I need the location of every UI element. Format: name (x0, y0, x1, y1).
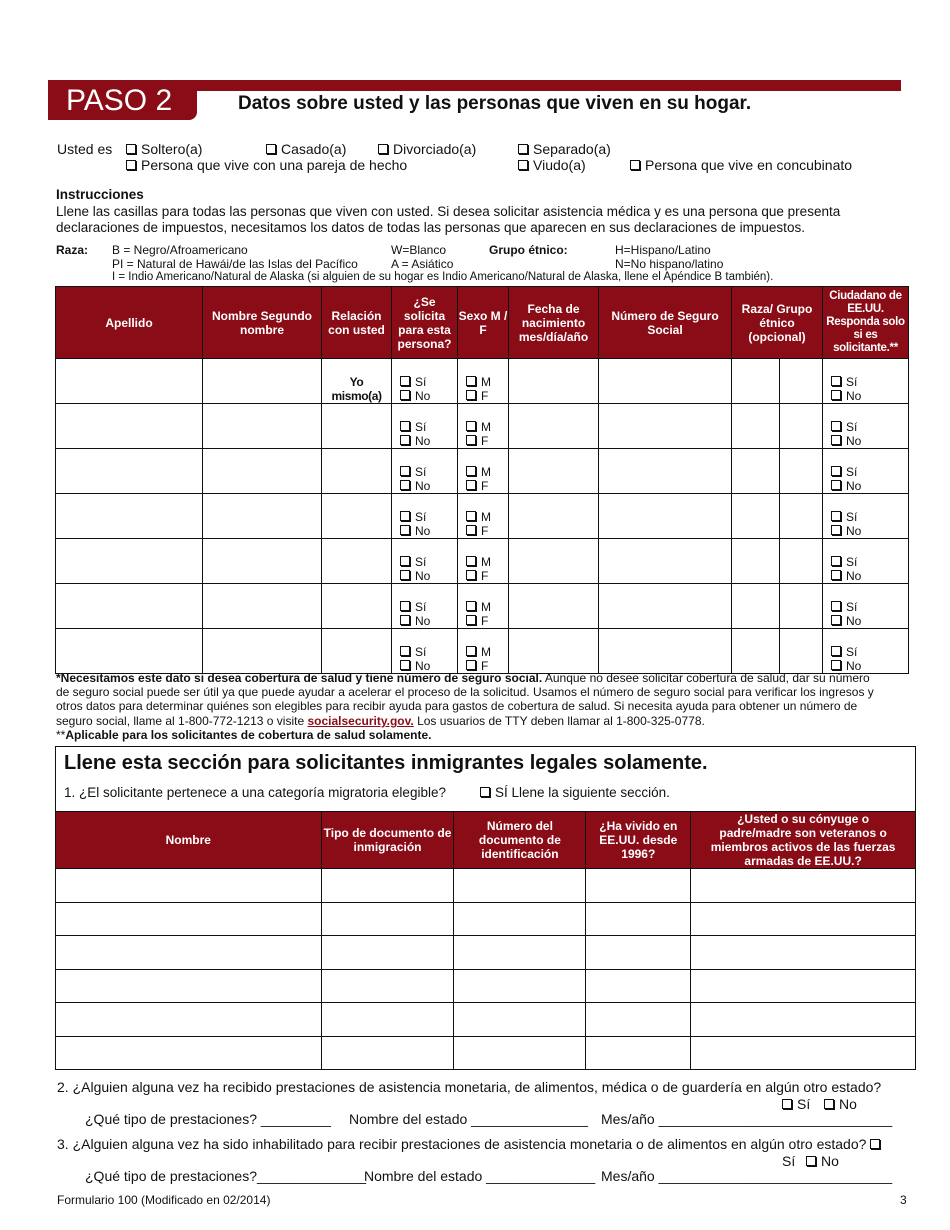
col-header: Raza/ Grupo étnico (opcional) (732, 287, 823, 359)
ssn-cell[interactable] (599, 629, 732, 674)
since-1996-cell[interactable] (586, 1036, 691, 1070)
question-3-type[interactable]: ¿Qué tipo de prestaciones?______________ (85, 1168, 366, 1184)
checkbox[interactable] (400, 646, 410, 656)
form-id: Formulario 100 (Modificado en 02/2014) (57, 1193, 271, 1207)
status-label: Usted es (57, 141, 113, 157)
sex-cell[interactable]: M F (458, 404, 509, 449)
status-option-separated[interactable]: Separado(a) (518, 141, 611, 157)
veteran-cell[interactable] (691, 969, 916, 1003)
checkbox[interactable] (400, 435, 410, 445)
col-header: Nombre Segundo nombre (203, 287, 322, 359)
dob-cell[interactable] (509, 584, 599, 629)
relation-cell[interactable] (322, 629, 392, 674)
note-line-2: de seguro social puede ser útil ya que puede ayudar a acelerar el proceso de la solicitud. Usamos el número de seguro social para verificar los ingresos y (56, 685, 874, 699)
apply-cell[interactable]: Sí No (392, 404, 458, 449)
apply-cell[interactable]: Sí No (392, 629, 458, 674)
table-row (56, 494, 909, 539)
table-row (56, 1003, 916, 1037)
question-2: 2. ¿Alguien alguna vez ha recibido prestaciones de asistencia monetaria, de alimentos, médica o de guardería en algún otro estado? (57, 1079, 882, 1095)
col-header: ¿Ha vivido en EE.UU. desde 1996? (586, 812, 691, 869)
relation-cell[interactable] (322, 359, 392, 404)
checkbox[interactable] (831, 615, 841, 625)
apply-cell[interactable]: Sí No (392, 359, 458, 404)
ssn-cell[interactable] (599, 494, 732, 539)
checkbox[interactable] (400, 421, 410, 431)
table-row (56, 869, 916, 903)
name-cell[interactable] (56, 936, 322, 970)
col-header: Número de Seguro Social (599, 287, 732, 359)
question-3-yes[interactable]: Sí (782, 1153, 796, 1169)
dob-cell[interactable] (509, 404, 599, 449)
ethnic-cell[interactable] (780, 404, 823, 449)
last-name-cell[interactable] (56, 449, 203, 494)
table-row (56, 1036, 916, 1070)
citizen-cell[interactable]: Sí No (823, 404, 909, 449)
question-3-state[interactable]: Nombre del estado ______________ (364, 1168, 596, 1184)
first-name-cell[interactable] (203, 449, 322, 494)
checkbox[interactable] (466, 480, 476, 490)
self-label: Yo mismo(a) (331, 375, 382, 403)
checkbox[interactable] (831, 480, 841, 490)
checkbox[interactable] (824, 1099, 834, 1109)
table-row (56, 629, 909, 674)
race-cell[interactable] (732, 404, 780, 449)
table-row (56, 969, 916, 1003)
doc-number-cell[interactable] (454, 1003, 586, 1037)
name-cell[interactable] (56, 969, 322, 1003)
checkbox[interactable] (266, 144, 276, 154)
name-cell[interactable] (56, 902, 322, 936)
checkbox[interactable] (831, 376, 841, 386)
col-header: ¿Se solicita para esta persona? (392, 287, 458, 359)
checkbox[interactable] (126, 144, 136, 154)
checkbox[interactable] (466, 660, 476, 670)
checkbox[interactable] (831, 646, 841, 656)
note-line-3: otros datos para determinar quiénes son elegibles para recibir ayuda para gastos de cobertura de salud. Si necesita ayuda para obtener un número de (56, 699, 858, 713)
doc-number-cell[interactable] (454, 869, 586, 903)
doc-type-cell[interactable] (321, 902, 454, 936)
since-1996-cell[interactable] (586, 869, 691, 903)
note-line-1: *Necesitamos este dato si desea cobertura de salud y tiene número de seguro social. Aunque no desee solicitar cobertura de salud, dar su número (56, 671, 870, 685)
ethnic-cell[interactable] (780, 584, 823, 629)
citizen-cell[interactable]: Sí No (823, 539, 909, 584)
checkbox[interactable] (831, 421, 841, 431)
doc-type-cell[interactable] (321, 936, 454, 970)
relation-cell[interactable] (322, 404, 392, 449)
note-line-5: **Aplicable para los solicitantes de cobertura de salud solamente. (56, 728, 432, 742)
checkbox[interactable] (400, 556, 410, 566)
citizen-cell[interactable]: Sí No (823, 359, 909, 404)
question-2-date[interactable]: Mes/año ______________________________ (601, 1111, 893, 1127)
race-w: W=Blanco (391, 243, 447, 257)
table-row (56, 584, 909, 629)
col-header: Relación con usted (322, 287, 392, 359)
checkbox[interactable] (466, 646, 476, 656)
table-row (56, 936, 916, 970)
checkbox[interactable] (466, 421, 476, 431)
checkbox[interactable] (518, 160, 528, 170)
citizen-cell[interactable]: Sí No (823, 449, 909, 494)
ssn-cell[interactable] (599, 404, 732, 449)
ethnic-cell[interactable] (780, 359, 823, 404)
name-cell[interactable] (56, 869, 322, 903)
last-name-cell[interactable] (56, 404, 203, 449)
race-i: I = Indio Americano/Natural de Alaska (si alguien de su hogar es Indio Americano/Natural de Alaska, llene el Apéndice B también). (112, 271, 774, 283)
question-2-type[interactable]: ¿Qué tipo de prestaciones? _________ (85, 1111, 331, 1127)
citizen-cell[interactable]: Sí No (823, 629, 909, 674)
sex-cell[interactable]: M F (458, 359, 509, 404)
checkbox[interactable] (400, 466, 410, 476)
last-name-cell[interactable] (56, 539, 203, 584)
immigrant-title: Llene esta sección para solicitantes inmigrantes legales solamente. (64, 752, 708, 774)
checkbox[interactable] (126, 160, 136, 170)
veteran-cell[interactable] (691, 869, 916, 903)
checkbox[interactable] (466, 556, 476, 566)
first-name-cell[interactable] (203, 539, 322, 584)
race-pi: PI = Natural de Hawái/de las Islas del Pacífico (112, 257, 358, 271)
sex-cell[interactable]: M F (458, 584, 509, 629)
first-name-cell[interactable] (203, 584, 322, 629)
page-title: Datos sobre usted y las personas que viven en su hogar. (238, 93, 752, 114)
checkbox[interactable] (400, 525, 410, 535)
question-3-no[interactable]: No (806, 1153, 839, 1169)
checkbox[interactable] (466, 570, 476, 580)
col-header: Fecha de nacimiento mes/día/año (509, 287, 599, 359)
checkbox[interactable] (400, 660, 410, 670)
question-2-yes[interactable]: Sí (782, 1096, 810, 1112)
checkbox[interactable] (466, 466, 476, 476)
checkbox[interactable] (466, 390, 476, 400)
race-a: A = Asiático (391, 257, 454, 271)
checkbox[interactable] (466, 525, 476, 535)
race-cell[interactable] (732, 539, 780, 584)
doc-type-cell[interactable] (321, 969, 454, 1003)
checkbox[interactable] (630, 160, 640, 170)
status-option-married[interactable]: Casado(a) (266, 141, 346, 157)
checkbox[interactable] (870, 1139, 880, 1149)
checkbox[interactable] (782, 1099, 792, 1109)
doc-number-cell[interactable] (454, 936, 586, 970)
status-option-divorced[interactable]: Divorciado(a) (378, 141, 476, 157)
veteran-cell[interactable] (691, 1003, 916, 1037)
sex-cell[interactable]: M F (458, 494, 509, 539)
col-header: Número del documento de identificación (454, 812, 586, 869)
question-3-date[interactable]: Mes/año ______________________________ (601, 1168, 893, 1184)
ssn-cell[interactable] (599, 359, 732, 404)
race-cell[interactable] (732, 359, 780, 404)
since-1996-cell[interactable] (586, 902, 691, 936)
doc-type-cell[interactable] (321, 1003, 454, 1037)
checkbox[interactable] (466, 601, 476, 611)
ethnic-h: H=Hispano/Latino (615, 243, 711, 257)
dob-cell[interactable] (509, 494, 599, 539)
instructions-line-1: Llene las casillas para todas las personas que viven con usted. Si desea solicitar asistencia médica y es una persona que presenta (56, 204, 841, 219)
apply-cell[interactable]: Sí No (392, 494, 458, 539)
veteran-cell[interactable] (691, 1036, 916, 1070)
race-cell[interactable] (732, 584, 780, 629)
first-name-cell[interactable] (203, 359, 322, 404)
checkbox[interactable] (518, 144, 528, 154)
ethnic-cell[interactable] (780, 449, 823, 494)
question-2-state[interactable]: Nombre del estado _______________ (349, 1111, 588, 1127)
col-header: Ciudadano de EE.UU. Responda solo si es solicitante.** (823, 287, 909, 359)
col-header: Tipo de documento de inmigración (321, 812, 454, 869)
doc-number-cell[interactable] (454, 1036, 586, 1070)
table-row (56, 359, 909, 404)
dob-cell[interactable] (509, 629, 599, 674)
sex-cell[interactable]: M F (458, 539, 509, 584)
table-row (56, 902, 916, 936)
checkbox[interactable] (400, 390, 410, 400)
doc-number-cell[interactable] (454, 969, 586, 1003)
first-name-cell[interactable] (203, 404, 322, 449)
checkbox[interactable] (378, 144, 388, 154)
citizen-cell[interactable]: Sí No (823, 584, 909, 629)
relation-cell[interactable] (322, 539, 392, 584)
socialsecurity-link[interactable]: socialsecurity.gov. (307, 714, 414, 728)
status-option-concubinage[interactable]: Persona que vive en concubinato (630, 157, 852, 173)
veteran-cell[interactable] (691, 936, 916, 970)
checkbox[interactable] (466, 376, 476, 386)
last-name-cell[interactable] (56, 494, 203, 539)
dob-cell[interactable] (509, 449, 599, 494)
checkbox[interactable] (831, 435, 841, 445)
question-2-no[interactable]: No (824, 1096, 857, 1112)
checkbox[interactable] (400, 376, 410, 386)
apply-cell[interactable]: Sí No (392, 449, 458, 494)
ethnic-label: Grupo étnico: (489, 243, 568, 257)
veteran-cell[interactable] (691, 902, 916, 936)
table-row (56, 539, 909, 584)
apply-cell[interactable]: Sí No (392, 584, 458, 629)
doc-type-cell[interactable] (321, 1036, 454, 1070)
ethnic-cell[interactable] (780, 629, 823, 674)
dob-cell[interactable] (509, 359, 599, 404)
checkbox[interactable] (480, 787, 490, 797)
relation-cell[interactable] (322, 494, 392, 539)
checkbox[interactable] (831, 570, 841, 580)
checkbox[interactable] (831, 466, 841, 476)
instructions-heading: Instrucciones (56, 187, 144, 202)
ethnic-cell[interactable] (780, 494, 823, 539)
question-1-yes[interactable]: SÍ Llene la siguiente sección. (480, 785, 670, 800)
checkbox[interactable] (400, 511, 410, 521)
race-cell[interactable] (732, 449, 780, 494)
relation-cell[interactable] (322, 584, 392, 629)
name-cell[interactable] (56, 1003, 322, 1037)
last-name-cell[interactable] (56, 629, 203, 674)
doc-number-cell[interactable] (454, 902, 586, 936)
col-header: Sexo M / F (458, 287, 509, 359)
first-name-cell[interactable] (203, 629, 322, 674)
race-cell[interactable] (732, 494, 780, 539)
since-1996-cell[interactable] (586, 1003, 691, 1037)
sex-cell[interactable]: M F (458, 629, 509, 674)
sex-cell[interactable]: M F (458, 449, 509, 494)
checkbox[interactable] (831, 525, 841, 535)
checkbox[interactable] (466, 615, 476, 625)
immigrant-table (55, 811, 916, 1070)
first-name-cell[interactable] (203, 494, 322, 539)
checkbox[interactable] (831, 660, 841, 670)
dob-cell[interactable] (509, 539, 599, 584)
checkbox[interactable] (831, 390, 841, 400)
page-number: 3 (900, 1193, 907, 1207)
household-table (55, 286, 909, 674)
col-header: Apellido (56, 287, 203, 359)
checkbox[interactable] (831, 601, 841, 611)
status-option-widowed[interactable]: Viudo(a) (518, 157, 586, 173)
col-header: ¿Usted o su cónyuge o padre/madre son veteranos o miembros activos de las fuerzas armadas de EE.UU.? (691, 812, 916, 869)
instructions-line-2: declaraciones de impuestos, necesitamos los datos de todas las personas que aparecen en sus declaraciones de impuestos. (56, 220, 805, 235)
table-row (56, 404, 909, 449)
ssn-cell[interactable] (599, 539, 732, 584)
question-1: 1. ¿El solicitante pertenece a una categoría migratoria elegible? (64, 785, 446, 800)
ethnic-n: N=No hispano/latino (615, 257, 724, 271)
status-option-partner[interactable]: Persona que vive con una pareja de hecho (126, 157, 407, 173)
step-label: PASO 2 (48, 80, 197, 120)
checkbox[interactable] (400, 615, 410, 625)
ssn-cell[interactable] (599, 584, 732, 629)
last-name-cell[interactable] (56, 584, 203, 629)
table-row (56, 449, 909, 494)
race-cell[interactable] (732, 629, 780, 674)
last-name-cell[interactable] (56, 359, 203, 404)
checkbox[interactable] (400, 480, 410, 490)
citizen-cell[interactable]: Sí No (823, 494, 909, 539)
col-header: Nombre (56, 812, 322, 869)
name-cell[interactable] (56, 1036, 322, 1070)
question-3: 3. ¿Alguien alguna vez ha sido inhabilitado para recibir prestaciones de asistencia monetaria o de alimentos en algún otro estado? (57, 1136, 885, 1152)
checkbox[interactable] (400, 601, 410, 611)
apply-cell[interactable]: Sí No (392, 539, 458, 584)
checkbox[interactable] (466, 435, 476, 445)
race-label: Raza: (56, 243, 89, 257)
ethnic-cell[interactable] (780, 539, 823, 584)
checkbox[interactable] (831, 556, 841, 566)
since-1996-cell[interactable] (586, 969, 691, 1003)
checkbox[interactable] (806, 1156, 816, 1166)
checkbox[interactable] (466, 511, 476, 521)
ssn-cell[interactable] (599, 449, 732, 494)
checkbox[interactable] (400, 570, 410, 580)
relation-cell[interactable] (322, 449, 392, 494)
checkbox[interactable] (831, 511, 841, 521)
note-line-4: seguro social, llame al 1-800-772-1213 o visite socialsecurity.gov. Los usuarios de TTY deben llamar al 1-800-325-0778. (56, 714, 705, 728)
status-option-single[interactable]: Soltero(a) (126, 141, 202, 157)
since-1996-cell[interactable] (586, 936, 691, 970)
doc-type-cell[interactable] (321, 869, 454, 903)
race-b: B = Negro/Afroamericano (112, 243, 248, 257)
